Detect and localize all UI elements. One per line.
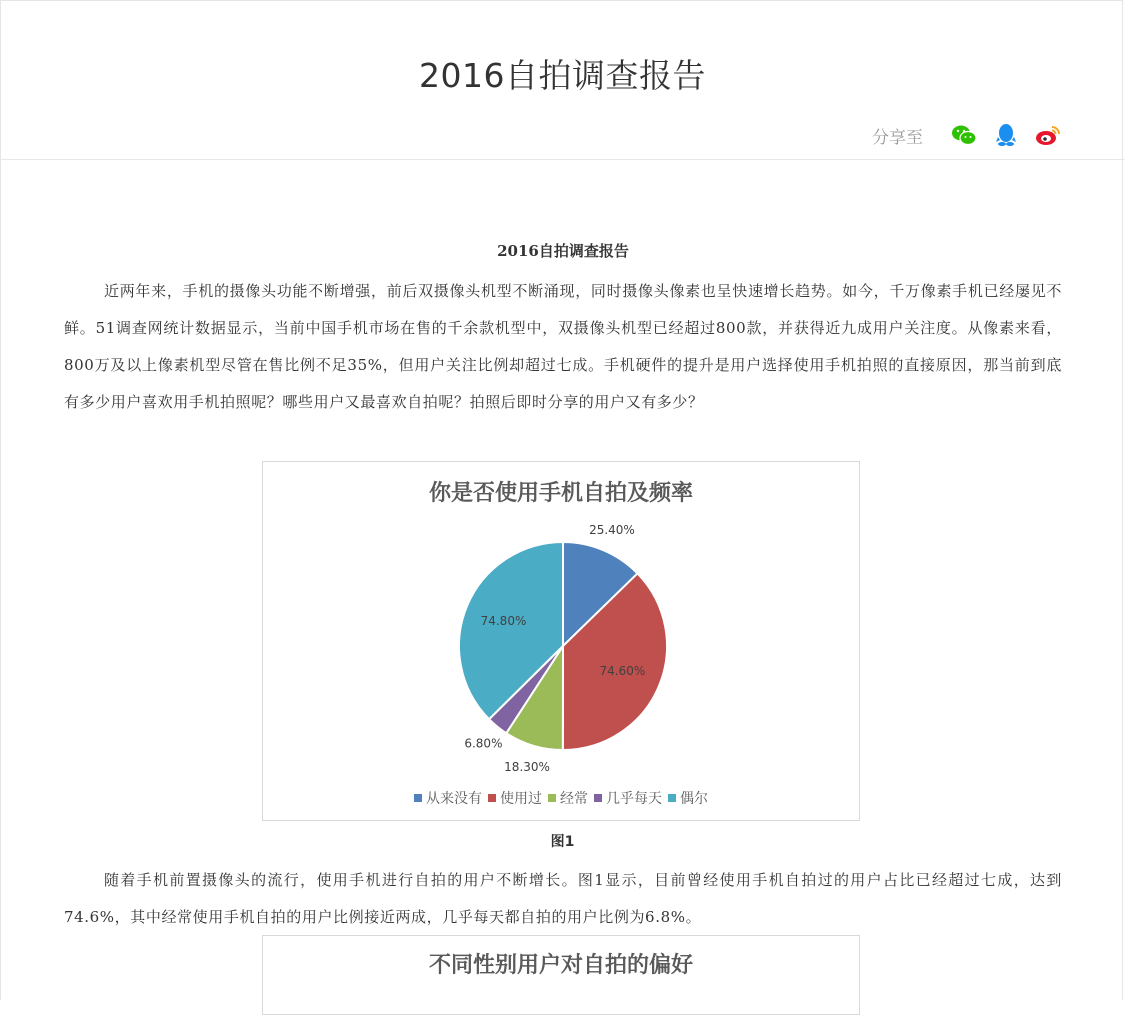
legend-item-4 [594, 788, 662, 808]
legend-swatch [488, 794, 496, 802]
share-bar [872, 120, 1063, 150]
weibo-icon[interactable] [1033, 120, 1063, 150]
legend-item-5 [668, 788, 708, 808]
chart-title: 你是否使用手机自拍及频率 [428, 480, 693, 506]
chart-legend [263, 788, 859, 808]
page-header [0, 0, 1125, 160]
pie-chart [263, 502, 859, 822]
legend-item-2 [488, 788, 542, 808]
figure-1-chart [262, 461, 860, 821]
article-title: 2016自拍调查报告 [497, 242, 629, 260]
article-body-2 [64, 862, 1062, 936]
legend-item-1 [414, 788, 482, 808]
chart-title-2: 不同性别用户对自拍的偏好 [428, 952, 693, 978]
legend-swatch [668, 794, 676, 802]
legend-item-3 [548, 788, 588, 808]
pie-data-label-2: 74.60% [599, 664, 646, 679]
legend-label: 从来没有 [426, 791, 482, 807]
pie-data-label-4: 6.80% [464, 736, 503, 751]
pie-data-label-3: 18.30% [504, 759, 550, 774]
qq-icon[interactable] [991, 120, 1021, 150]
analysis-paragraph: 随着手机前置摄像头的流行，使用手机进行自拍的用户不断增长。图1显示，目前曾经使用手机自拍过的用户占比已经超过七成，达到74.6%，其中经常使用手机自拍的用户比例接近两成，几乎每天都自拍的用户比例为6.8%。 [64, 871, 1062, 926]
legend-label: 使用过 [500, 791, 542, 807]
legend-label: 几乎每天 [606, 791, 662, 807]
legend-label: 经常 [560, 791, 588, 807]
pie-data-label-1: 25.40% [589, 522, 635, 537]
legend-swatch [548, 794, 556, 802]
pie-data-label-5: 74.80% [480, 614, 527, 629]
figure-1-caption: 图1 [550, 834, 575, 850]
intro-paragraph: 近两年来，手机的摄像头功能不断增强，前后双摄像头机型不断涌现，同时摄像头像素也呈快速增长趋势。如今，千万像素手机已经屡见不鲜。51调查网统计数据显示，当前中国手机市场在售的千余款机型中，双摄像头机型已经超过800款，并获得近九成用户关注度。从像素来看，800万及以上像素机型尽管在售比例不足35%，但用户关注比例却超过七成。手机硬件的提升是用户选择使用手机拍照的直接原因，那当前到底有多少用户喜欢用手机拍照呢？哪些用户又最喜欢自拍呢？拍照后即时分享的用户又有多少？ [64, 282, 1062, 411]
wechat-icon[interactable] [949, 120, 979, 150]
page-title: 2016自拍调查报告 [419, 56, 706, 95]
legend-swatch [414, 794, 422, 802]
share-label: 分享至 [872, 127, 923, 148]
figure-2-chart [262, 935, 860, 1015]
legend-swatch [594, 794, 602, 802]
legend-label: 偶尔 [680, 791, 708, 807]
article-body [64, 240, 1062, 421]
